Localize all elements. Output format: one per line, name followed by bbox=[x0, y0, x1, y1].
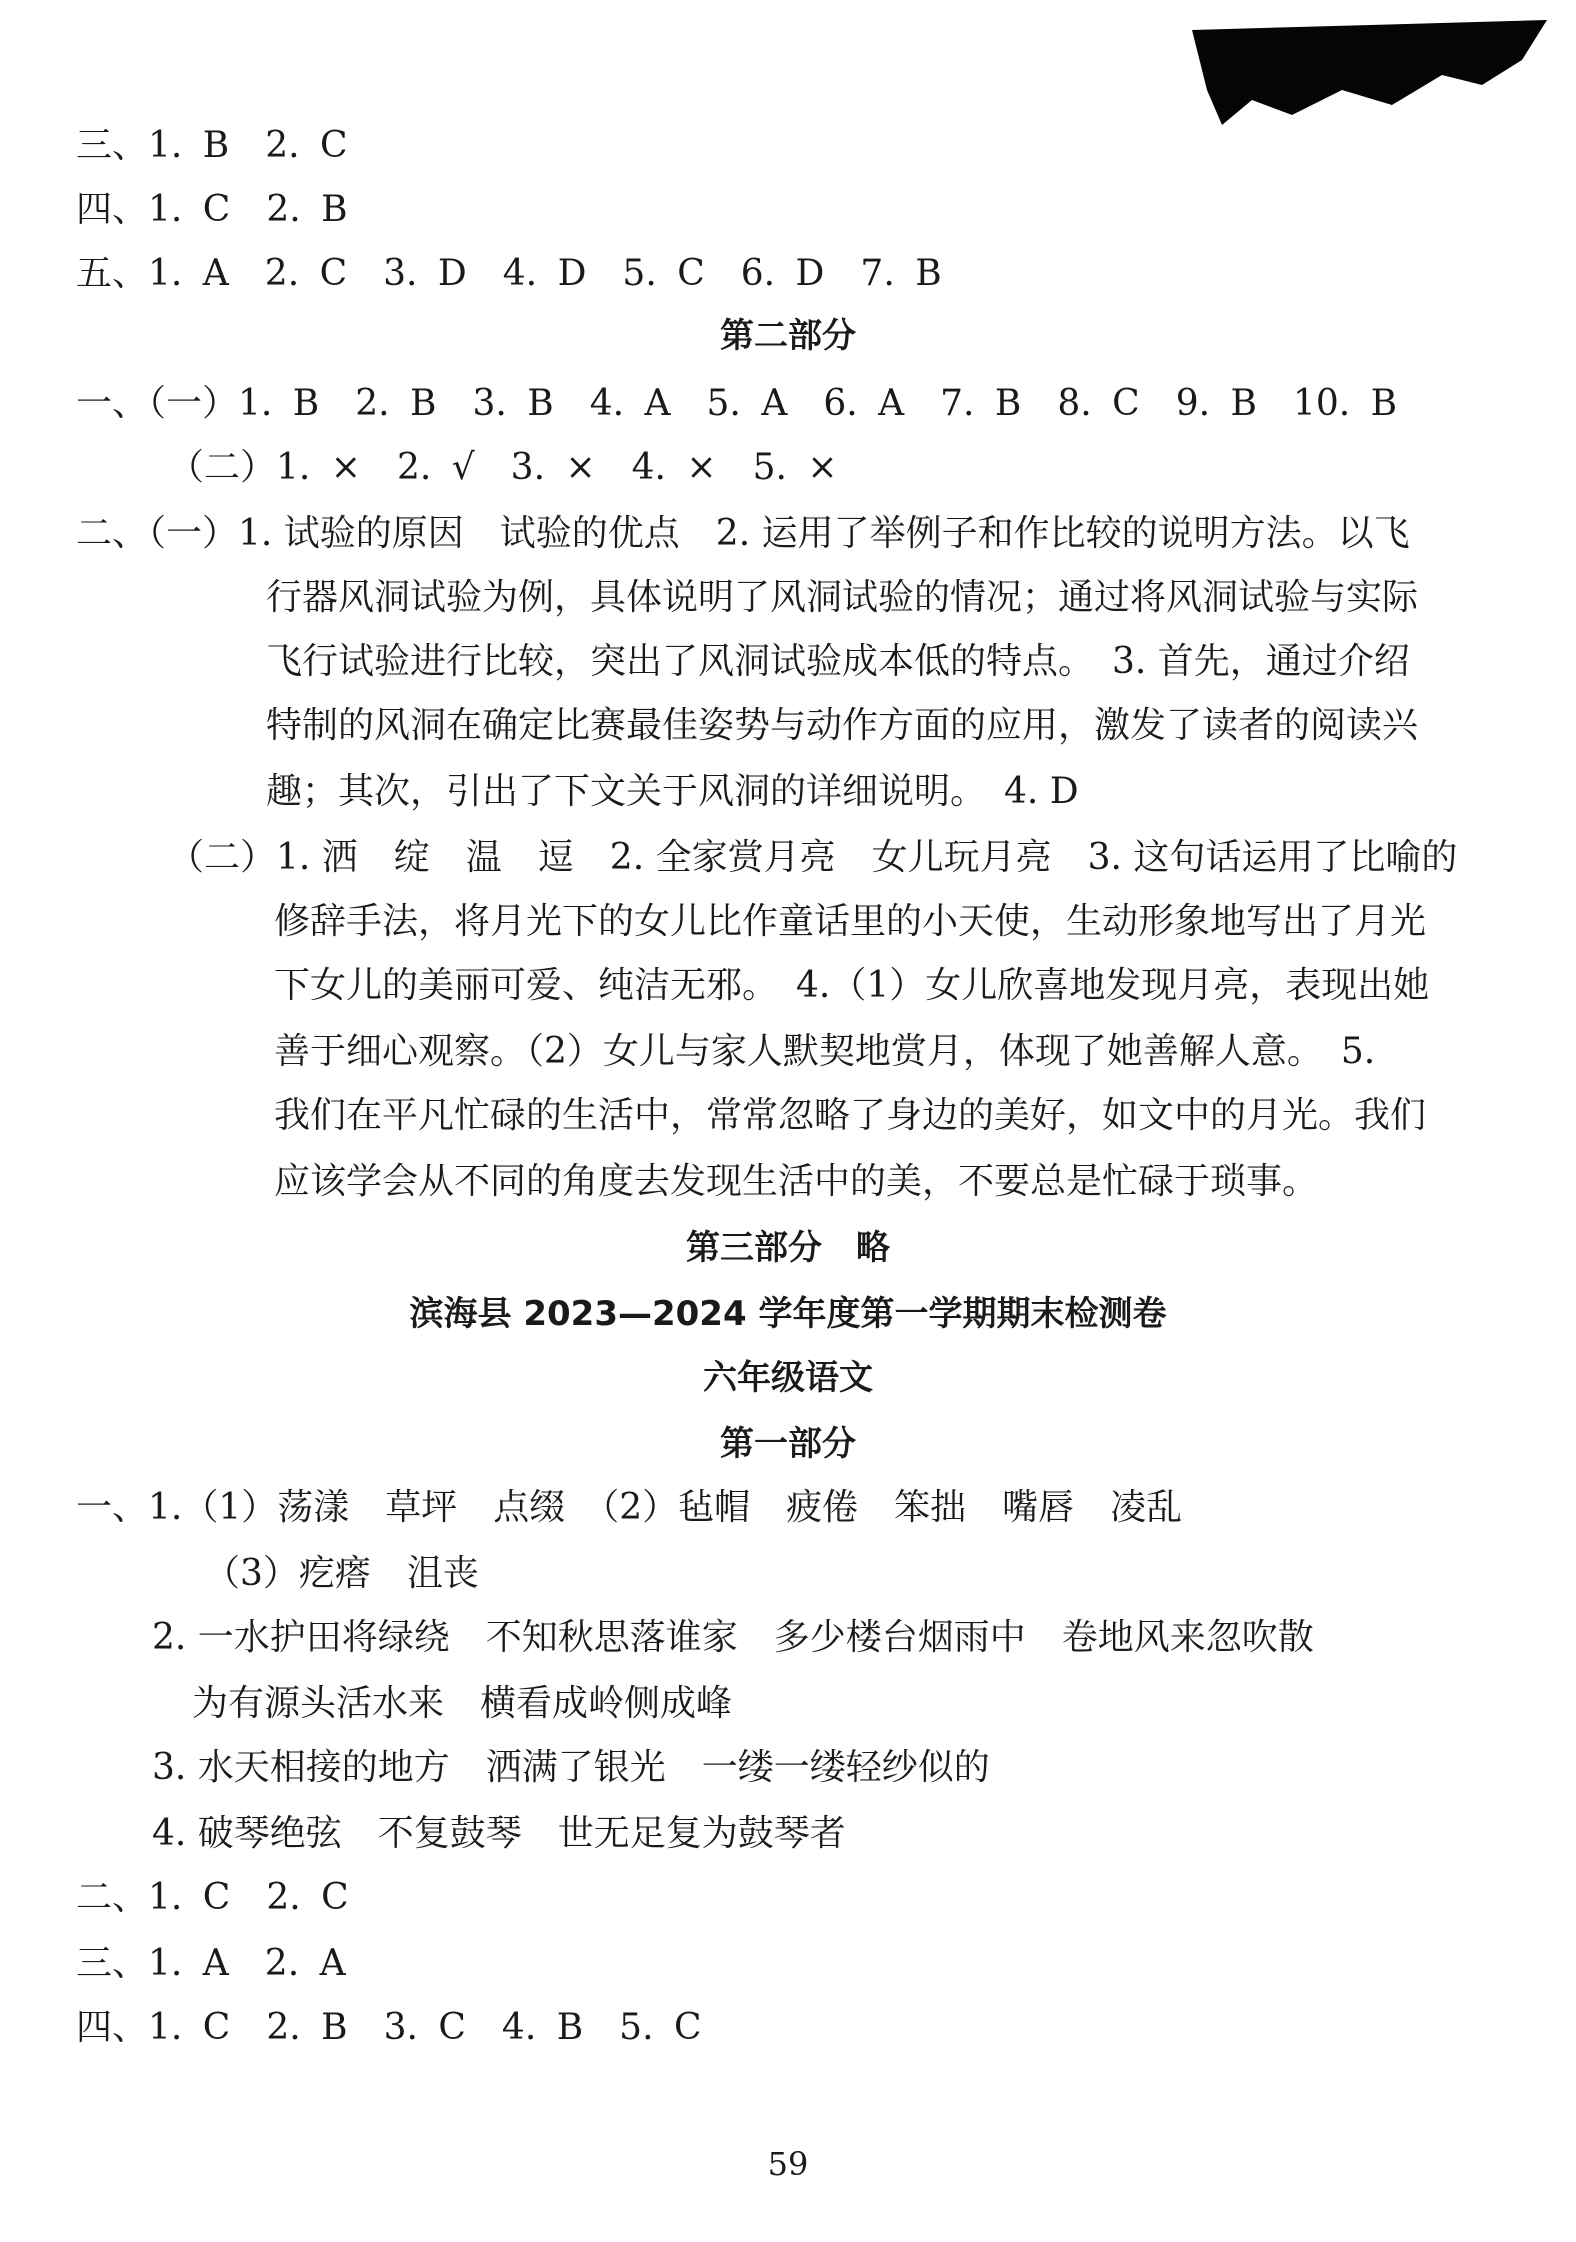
answer-line: 一、1.（1）荡漾 草坪 点缀 （2）毡帽 疲倦 笨拙 嘴唇 凌乱 bbox=[76, 1487, 1183, 1528]
answer-line: 应该学会从不同的角度去发现生活中的美，不要总是忙碌于琐事。 bbox=[274, 1161, 1319, 1202]
section-heading-part2: 第二部分 bbox=[720, 316, 856, 356]
answer-line: 二、（一）1. 试验的原因 试验的优点 2. 运用了举例子和作比较的说明方法。以飞 bbox=[76, 513, 1410, 554]
answer-line: 3. 水天相接的地方 洒满了银光 一缕一缕轻纱似的 bbox=[152, 1747, 990, 1788]
answer-line: 五、1. A 2. C 3. D 4. D 5. C 6. D 7. B bbox=[76, 253, 942, 294]
answer-line: 特制的风洞在确定比赛最佳姿势与动作方面的应用，激发了读者的阅读兴 bbox=[266, 705, 1419, 746]
answer-line: （二）1. × 2. √ 3. × 4. × 5. × bbox=[168, 447, 838, 488]
answer-line: 下女儿的美丽可爱、纯洁无邪。 4.（1）女儿欣喜地发现月亮，表现出她 bbox=[274, 965, 1430, 1006]
answer-line: 三、1. B 2. C bbox=[76, 125, 348, 166]
answer-line: 2. 一水护田将绿绕 不知秋思落谁家 多少楼台烟雨中 卷地风来忽吹散 bbox=[152, 1617, 1314, 1658]
exam-title: 滨海县 2023—2024 学年度第一学期期末检测卷 bbox=[409, 1294, 1167, 1334]
answer-line: 4. 破琴绝弦 不复鼓琴 世无足复为鼓琴者 bbox=[152, 1813, 846, 1854]
answer-line: 修辞手法，将月光下的女儿比作童话里的小天使，生动形象地写出了月光 bbox=[274, 901, 1427, 942]
answer-line: 飞行试验进行比较，突出了风洞试验成本低的特点。 3. 首先，通过介绍 bbox=[266, 641, 1410, 682]
page-number: 59 bbox=[767, 2145, 809, 2183]
answer-line: （二）1. 洒 绽 温 逗 2. 全家赏月亮 女儿玩月亮 3. 这句话运用了比喻的 bbox=[168, 837, 1458, 878]
answer-line: 我们在平凡忙碌的生活中，常常忽略了身边的美好，如文中的月光。我们 bbox=[274, 1095, 1427, 1136]
answer-line: 趣；其次，引出了下文关于风洞的详细说明。 4. D bbox=[266, 771, 1079, 812]
answer-line: 为有源头活水来 横看成岭侧成峰 bbox=[192, 1683, 733, 1724]
answer-line: 四、1. C 2. B bbox=[76, 189, 348, 230]
answer-line: 三、1. A 2. A bbox=[76, 1943, 346, 1984]
section-heading-part1: 第一部分 bbox=[720, 1424, 856, 1464]
answer-line: 善于细心观察。（2）女儿与家人默契地赏月，体现了她善解人意。 5. bbox=[274, 1031, 1376, 1072]
answer-line: 行器风洞试验为例，具体说明了风洞试验的情况；通过将风洞试验与实际 bbox=[266, 577, 1419, 618]
scan-smudge-mark bbox=[1192, 20, 1552, 130]
section-heading-part3: 第三部分 略 bbox=[686, 1228, 890, 1268]
answer-line: 四、1. C 2. B 3. C 4. B 5. C bbox=[76, 2007, 702, 2048]
answer-line: 二、1. C 2. C bbox=[76, 1877, 349, 1918]
exam-subtitle: 六年级语文 bbox=[703, 1358, 873, 1398]
answer-line: 一、（一）1. B 2. B 3. B 4. A 5. A 6. A 7. B 8. C 9. B 10. B bbox=[76, 383, 1398, 424]
answer-line: （3）疙瘩 沮丧 bbox=[204, 1553, 479, 1594]
